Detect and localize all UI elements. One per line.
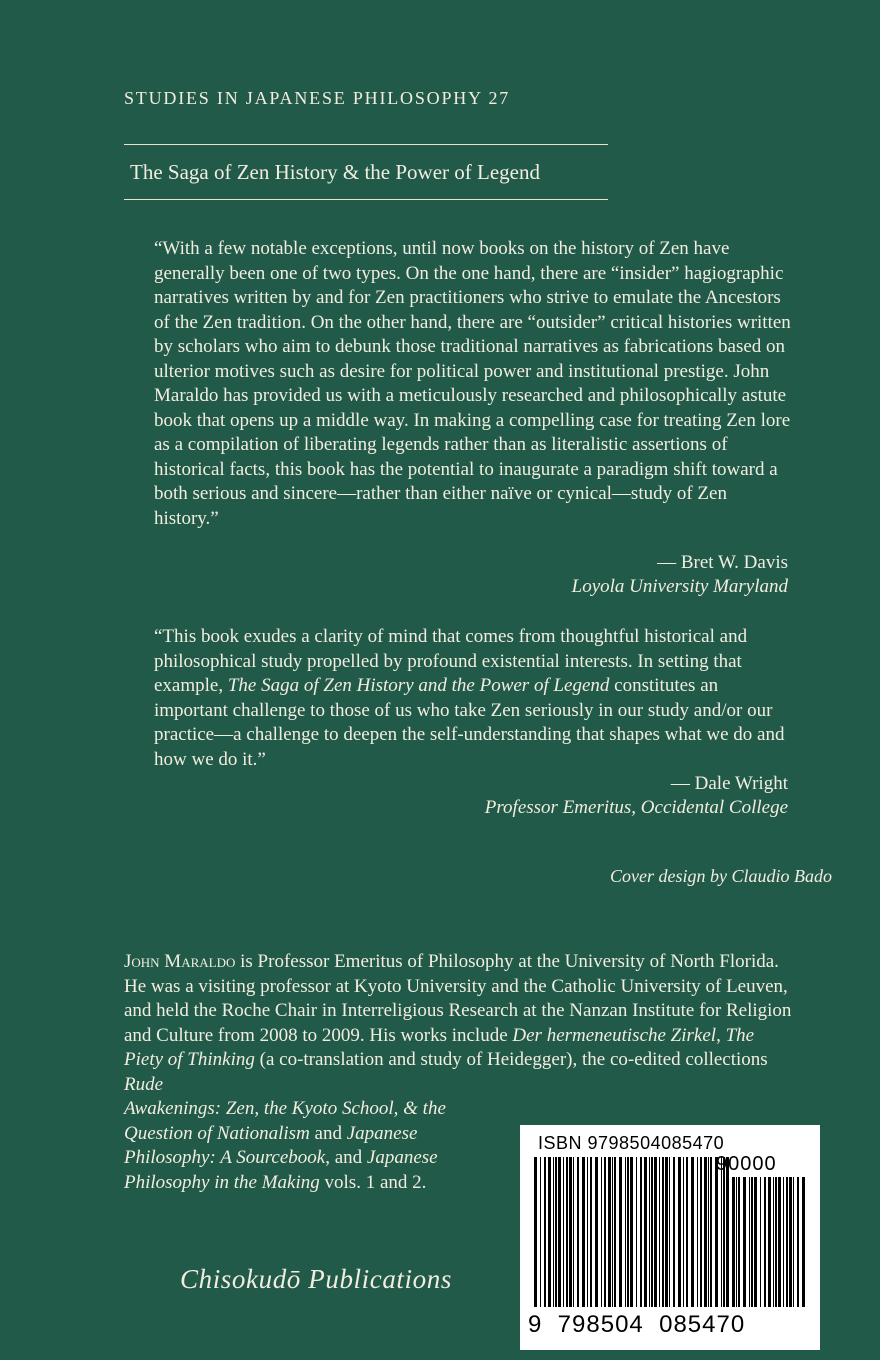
barcode-bar (636, 1157, 637, 1307)
bio-work-title: Awakenings: Zen, the Kyoto School, & the (124, 1098, 446, 1119)
bio-work-title: Question of Nationalism (124, 1122, 310, 1144)
quote-2-text-after: constitutes an important challenge to those of us who take Zen seriously in our study and/or our practice—a challenge to deepen the self-understanding that shapes what we do and how we do it.” (154, 675, 785, 770)
barcode-bar (697, 1157, 698, 1307)
bio-text: is Professor Emeritus of Philosophy at the University of North Florida. He was a visiting professor at Kyoto University and the Catholic University of Leuven, and held the Roche Chair in Interreligious Research at the Nanzan Institute for Religion and Culture from 2008 to 2009. His works include (124, 951, 792, 1046)
barcode-bar (768, 1177, 771, 1307)
barcode-bar (573, 1157, 574, 1307)
barcode-bar (534, 1157, 537, 1307)
barcode-bar (691, 1157, 694, 1307)
barcode-bar (649, 1157, 650, 1307)
barcode-bar (802, 1177, 805, 1307)
barcode-bar (540, 1157, 541, 1307)
barcode-bar (566, 1157, 568, 1307)
barcode-bar (608, 1157, 611, 1307)
barcode-bar (773, 1177, 774, 1307)
series-title: STUDIES IN JAPANESE PHILOSOPHY 27 (124, 88, 511, 108)
barcode-bar (760, 1177, 761, 1307)
endorsement-1-author: — Bret W. Davis (657, 552, 788, 573)
barcode-bar (590, 1157, 592, 1307)
barcode-bar (604, 1157, 606, 1307)
barcode-bar (659, 1157, 660, 1307)
barcode-bar (708, 1157, 709, 1307)
barcode-bar (783, 1177, 784, 1307)
barcode-bar (630, 1157, 633, 1307)
barcode-bar (778, 1177, 781, 1307)
barcode-bar (555, 1157, 557, 1307)
isbn-label: ISBN 9798504085470 (538, 1133, 725, 1153)
bio-text: and (309, 1122, 347, 1144)
barcode-bar (612, 1157, 613, 1307)
barcode-bar (686, 1157, 688, 1307)
barcode-bar (704, 1157, 707, 1307)
barcode-bar (654, 1157, 657, 1307)
bio-text: , and (325, 1147, 367, 1168)
barcode-bar (751, 1177, 753, 1307)
barcode-bar (789, 1177, 792, 1307)
barcode-bar (577, 1157, 579, 1307)
isbn-barcode (520, 1125, 820, 1350)
bottom-rule (124, 199, 608, 200)
bio-work-title: Philosophy: A Sourcebook (124, 1147, 326, 1168)
bio-work-title: Der hermeneutische Zirkel (512, 1024, 717, 1046)
barcode-bar (662, 1157, 664, 1307)
barcode-bar (601, 1157, 602, 1307)
author-bio (124, 950, 794, 1097)
barcode-bar (700, 1157, 702, 1307)
barcode-bar (743, 1177, 746, 1307)
barcode-bar (678, 1157, 681, 1307)
barcode-bar (558, 1157, 561, 1307)
endorsement-quote-2 (154, 625, 792, 772)
barcode-bar (683, 1157, 684, 1307)
endorsement-2-affiliation: Professor Emeritus, Occidental College (484, 797, 788, 818)
barcode-bar (553, 1157, 554, 1307)
barcode-bar (786, 1177, 788, 1307)
barcode-bar (797, 1177, 799, 1307)
barcode-bar (715, 1157, 718, 1307)
barcode-bar (749, 1177, 750, 1307)
barcode-bar (665, 1157, 668, 1307)
barcode-bar (673, 1157, 675, 1307)
barcode-bar (732, 1177, 735, 1307)
bio-work-title: The Piety of Thinking (124, 1024, 755, 1070)
barcode-bar (775, 1177, 777, 1307)
cover-design-credit: Cover design by Claudio Bado (610, 866, 832, 886)
barcode-bar (726, 1157, 729, 1307)
barcode-bar (627, 1157, 629, 1307)
bio-work-title: Japanese (366, 1147, 438, 1168)
bio-work-title: Japanese (346, 1122, 418, 1144)
endorsement-2-author: — Dale Wright (670, 773, 788, 794)
barcode-digits: 9 798504 085470 (528, 1311, 746, 1338)
bio-work-title: Rude (124, 1073, 164, 1095)
book-subtitle: The Saga of Zen History & the Power of Legend (130, 160, 540, 184)
bio-work-title: Philosophy in the Making (124, 1171, 320, 1193)
barcode-bar (563, 1157, 564, 1307)
barcode-bar (614, 1157, 616, 1307)
quote-2-book-title: The Saga of Zen History and the Power of Legend (227, 675, 610, 696)
price-barcode-bars (732, 1177, 806, 1307)
barcode-bar (582, 1157, 585, 1307)
barcode-bar (595, 1157, 598, 1307)
barcode-bars (534, 1157, 730, 1307)
barcode-bar (754, 1177, 757, 1307)
barcode-bar (721, 1157, 722, 1307)
barcode-bar (640, 1157, 642, 1307)
barcode-bar (651, 1157, 653, 1307)
barcode-bar (619, 1157, 622, 1307)
barcode-bar (625, 1157, 626, 1307)
barcode-bar (738, 1177, 740, 1307)
barcode-bar (723, 1157, 725, 1307)
top-rule (124, 144, 608, 145)
quote-2-text-before: “This book exudes a clarity of mind that comes from thoughtful historical and philosophical study propelled by profound existential interests. In setting that example, (154, 626, 748, 696)
bio-text: , (716, 1024, 726, 1046)
barcode-bar (710, 1157, 712, 1307)
barcode-bar (587, 1157, 588, 1307)
bio-author-name: John Maraldo (124, 951, 236, 972)
barcode-bar (548, 1157, 551, 1307)
barcode-bar (669, 1157, 670, 1307)
barcode-bar (793, 1177, 794, 1307)
endorsement-quote-1: “With a few notable exceptions, until now books on the history of Zen have generally been one of two types. On the one hand, there are “insider” hagiographic narratives written by and for Zen practitioners who strive to emulate the Ancestors of the Zen tradition. On the other hand, there are “outsider” critical histories written by scholars who aim to debunk those traditional narratives as fabrications based on ulterior motives such as desire for political power and institutional prestige. John Maraldo has provided us with a meticulously researched and philosophically astute book that opens up a middle way. In making a compelling case for treating Zen lore as a compilation of liberating legends rather than as literalistic assertions of historical facts, this book has the potential to inaugurate a paradigm shift toward a both serious and sincere—rather than either naïve or cynical—study of Zen history.” (154, 238, 791, 529)
price-code: 90000 (716, 1153, 777, 1175)
endorsement-1-affiliation: Loyola University Maryland (571, 576, 788, 597)
barcode-bar (736, 1177, 737, 1307)
barcode-bar (644, 1157, 647, 1307)
publisher-name: Chisokudō Publications (180, 1264, 452, 1294)
bio-text: (a co-translation and study of Heidegger), the co-edited collections (254, 1049, 768, 1070)
barcode-bar (569, 1157, 572, 1307)
bio-text: vols. 1 and 2. (319, 1171, 427, 1193)
barcode-bar (764, 1177, 766, 1307)
author-bio-continued (124, 1097, 484, 1195)
barcode-bar (544, 1157, 546, 1307)
